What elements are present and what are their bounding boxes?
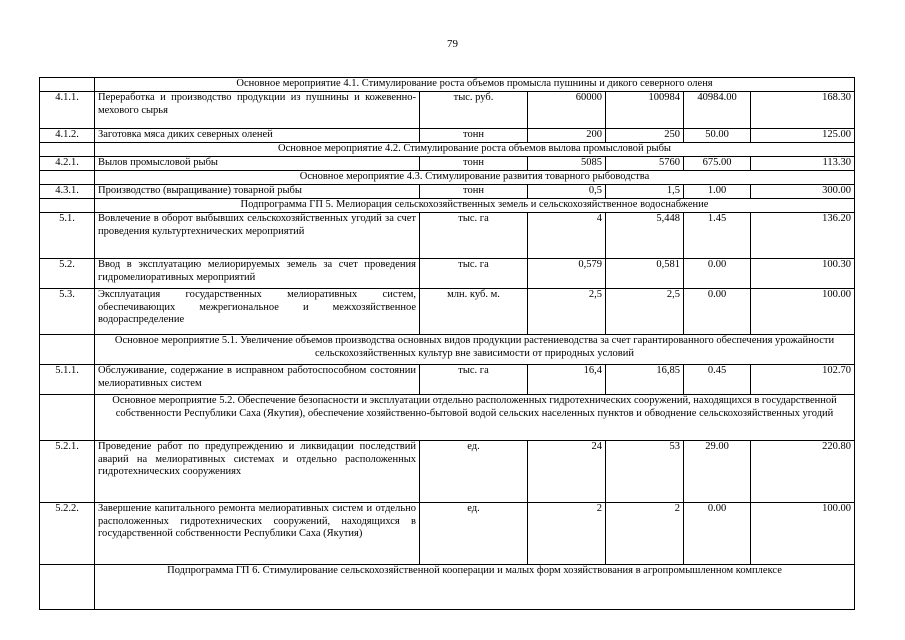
report-table [39,77,855,610]
section-header-row [40,335,855,365]
unit-of-measure: тыс. руб. [420,92,528,129]
deviation-value: 40984.00 [684,92,751,129]
plan-value: 2 [528,503,606,565]
plan-value: 60000 [528,92,606,129]
section-number-cell [40,565,95,610]
actual-value: 2,5 [606,289,684,335]
unit-of-measure: тонн [420,129,528,143]
indicator-name: Вылов промысловой рыбы [95,157,420,171]
indicator-name: Завершение капитального ремонта мелиоративных систем и отдельно расположенных гидротехнических сооружений, находящихся в государственной собственности Республики Саха (Якутия) [95,503,420,565]
row-number: 4.3.1. [40,185,95,199]
deviation-value: 1.45 [684,213,751,259]
unit-of-measure: тыс. га [420,259,528,289]
row-number: 4.1.2. [40,129,95,143]
indicator-name: Заготовка мяса диких северных оленей [95,129,420,143]
section-title: Основное мероприятие 5.2. Обеспечение безопасности и эксплуатации отдельно расположенных гидротехнических сооружений, находящихся в государственной собственности Республики Саха (Якутия), обеспечение хозяйственно-бытовой водой сельских населенных пунктов и обводнение сельскохозяйственных угодий [95,395,855,441]
unit-of-measure: ед. [420,503,528,565]
row-number: 5.2. [40,259,95,289]
indicator-name: Ввод в эксплуатацию мелиорируемых земель за счет проведения гидромелиоративных мероприятий [95,259,420,289]
deviation-value: 1.00 [684,185,751,199]
actual-value: 5760 [606,157,684,171]
section-header-row [40,565,855,610]
actual-value: 1,5 [606,185,684,199]
table-row [40,259,855,289]
actual-value: 16,85 [606,365,684,395]
row-number: 5.2.1. [40,441,95,503]
section-title: Основное мероприятие 4.1. Стимулирование роста объемов промысла пушнины и дикого северного оленя [95,78,855,92]
completion-percent: 102.70 [751,365,855,395]
indicator-name: Эксплуатация государственных мелиоративных систем, обеспечивающих межрегиональное и межхозяйственное водораспределение [95,289,420,335]
completion-percent: 113.30 [751,157,855,171]
completion-percent: 125.00 [751,129,855,143]
section-header-row [40,171,855,185]
plan-value: 16,4 [528,365,606,395]
table-row [40,92,855,129]
section-header-row [40,395,855,441]
table-row [40,503,855,565]
actual-value: 5,448 [606,213,684,259]
completion-percent: 100.00 [751,289,855,335]
table-row [40,289,855,335]
section-number-cell [40,143,95,157]
unit-of-measure: тыс. га [420,213,528,259]
plan-value: 5085 [528,157,606,171]
unit-of-measure: тонн [420,185,528,199]
row-number: 5.3. [40,289,95,335]
deviation-value: 0.45 [684,365,751,395]
completion-percent: 100.30 [751,259,855,289]
section-header-row [40,143,855,157]
actual-value: 250 [606,129,684,143]
section-number-cell [40,78,95,92]
deviation-value: 0.00 [684,259,751,289]
unit-of-measure: тыс. га [420,365,528,395]
deviation-value: 0.00 [684,503,751,565]
section-title: Основное мероприятие 4.3. Стимулирование развития товарного рыбоводства [95,171,855,185]
plan-value: 24 [528,441,606,503]
section-title: Основное мероприятие 4.2. Стимулирование роста объемов вылова промысловой рыбы [95,143,855,157]
completion-percent: 300.00 [751,185,855,199]
unit-of-measure: ед. [420,441,528,503]
table-row [40,129,855,143]
actual-value: 100984 [606,92,684,129]
row-number: 5.2.2. [40,503,95,565]
deviation-value: 50.00 [684,129,751,143]
plan-value: 200 [528,129,606,143]
section-number-cell [40,335,95,365]
page-number: 79 [447,38,458,50]
row-number: 5.1. [40,213,95,259]
actual-value: 53 [606,441,684,503]
plan-value: 4 [528,213,606,259]
completion-percent: 220.80 [751,441,855,503]
table-row [40,213,855,259]
section-header-row [40,199,855,213]
actual-value: 2 [606,503,684,565]
actual-value: 0,581 [606,259,684,289]
section-number-cell [40,171,95,185]
indicator-name: Производство (выращивание) товарной рыбы [95,185,420,199]
unit-of-measure: млн. куб. м. [420,289,528,335]
section-header-row [40,78,855,92]
section-title: Подпрограмма ГП 6. Стимулирование сельскохозяйственной кооперации и малых форм хозяйствования в агропромышленном комплексе [95,565,855,610]
table-row [40,157,855,171]
section-number-cell [40,199,95,213]
plan-value: 2,5 [528,289,606,335]
section-title: Основное мероприятие 5.1. Увеличение объемов производства основных видов продукции растениеводства за счет гарантированного обеспечения урожайности сельскохозяйственных культур вне зависимости от природных условий [95,335,855,365]
indicator-name: Обслуживание, содержание в исправном работоспособном состоянии мелиоративных систем [95,365,420,395]
table-row [40,365,855,395]
table-row [40,185,855,199]
row-number: 5.1.1. [40,365,95,395]
plan-value: 0,5 [528,185,606,199]
indicator-name: Проведение работ по предупреждению и ликвидации последствий аварий на мелиоративных системах и отдельно расположенных гидротехнических сооружениях [95,441,420,503]
completion-percent: 100.00 [751,503,855,565]
deviation-value: 675.00 [684,157,751,171]
deviation-value: 29.00 [684,441,751,503]
unit-of-measure: тонн [420,157,528,171]
row-number: 4.2.1. [40,157,95,171]
indicator-name: Переработка и производство продукции из пушнины и кожевенно-мехового сырья [95,92,420,129]
table-row [40,441,855,503]
deviation-value: 0.00 [684,289,751,335]
section-number-cell [40,395,95,441]
section-title: Подпрограмма ГП 5. Мелиорация сельскохозяйственных земель и сельскохозяйственное водоснабжение [95,199,855,213]
row-number: 4.1.1. [40,92,95,129]
plan-value: 0,579 [528,259,606,289]
indicator-name: Вовлечение в оборот выбывших сельскохозяйственных угодий за счет проведения культуртехнических мероприятий [95,213,420,259]
completion-percent: 136.20 [751,213,855,259]
completion-percent: 168.30 [751,92,855,129]
